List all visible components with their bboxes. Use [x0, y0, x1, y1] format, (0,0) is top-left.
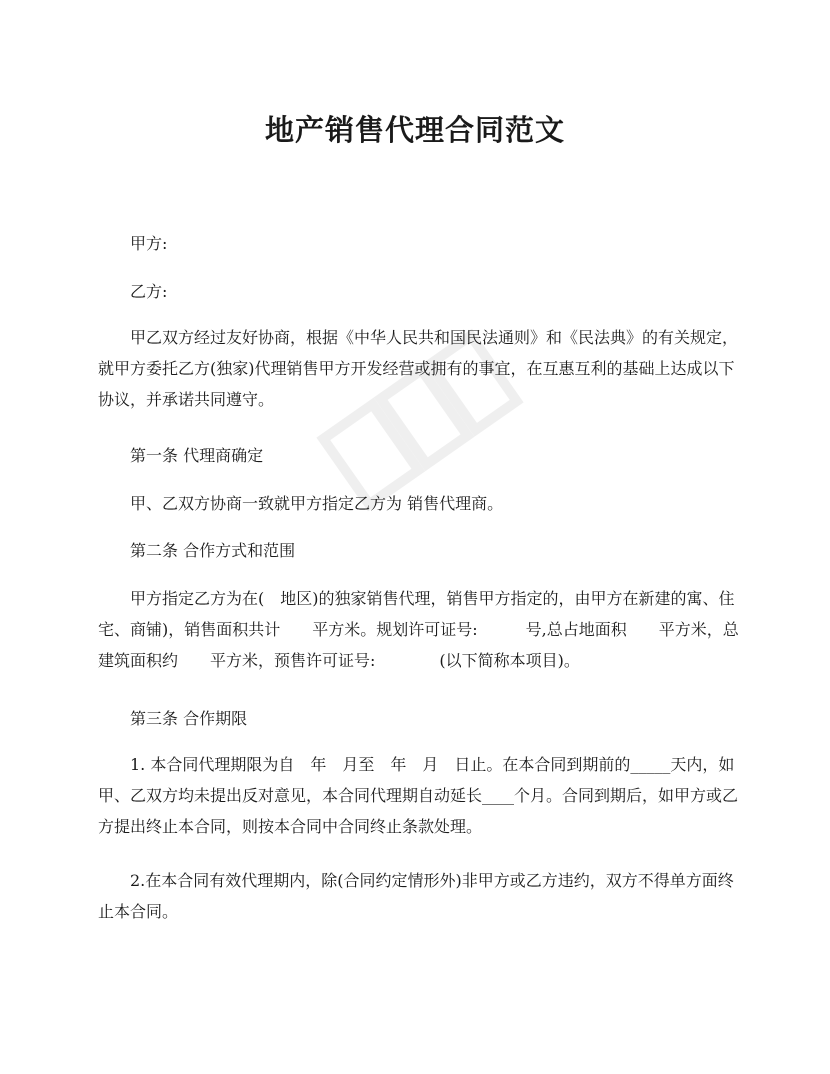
party-b-line: 乙方: — [130, 282, 168, 301]
article-3-clause-2: 2.在本合同有效代理期内，除(合同约定情形外)非甲方或乙方违约，双方不得单方面终止本合同。 — [98, 871, 734, 921]
article-1-heading: 第一条 代理商确定 — [130, 446, 264, 465]
document-title: 地产销售代理合同范文 — [264, 113, 565, 147]
article-2-heading: 第二条 合作方式和范围 — [130, 541, 296, 560]
article-1-body: 甲、乙双方协商一致就甲方指定乙方为 销售代理商。 — [130, 494, 504, 513]
article-3-heading: 第三条 合作期限 — [130, 709, 248, 728]
article-3-clause-1: 1. 本合同代理期限为自 年 月至 年 月 日止。在本合同到期前的_____天内，如甲、乙双方均未提出反对意见，本合同代理期自动延长____个月。合同到期后，如甲方或乙方提出终止本合同，则按本合同中合同终止条款处理。 — [98, 755, 739, 836]
party-a-line: 甲方: — [130, 234, 168, 253]
preamble-paragraph: 甲乙双方经过友好协商，根据《中华人民共和国民法通则》和《民法典》的有关规定，就甲方委托乙方(独家)代理销售甲方开发经营或拥有的事宜，在互惠互利的基础上达成以下协议，并承诺共同遵守。 — [98, 328, 739, 409]
article-2-body: 甲方指定乙方为在( 地区)的独家销售代理，销售甲方指定的，由甲方在新建的寓、住宅、商铺)，销售面积共计 平方米。规划许可证号: 号,总占地面积 平方米，总建筑面积约 平方米，预售许可证号: (以下简称本项目)。 — [98, 589, 739, 670]
